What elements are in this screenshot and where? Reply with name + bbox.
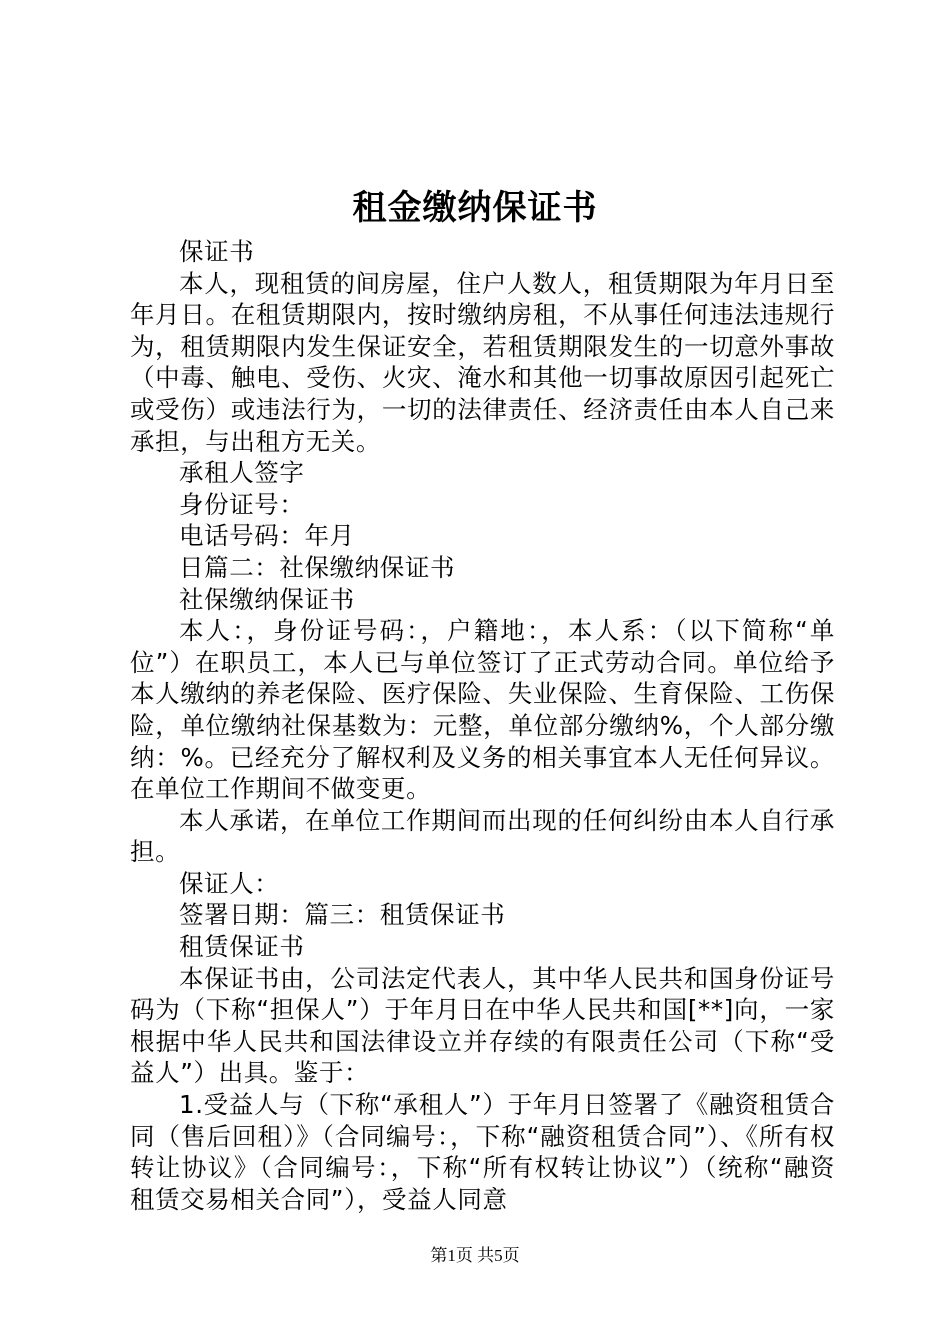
document-title: 租金缴纳保证书: [352, 188, 598, 228]
document-body: [130, 236, 835, 1215]
paragraph-signing-date: 签署日期：篇三：租赁保证书: [179, 900, 506, 930]
paragraph-social-security-statement: 本人：，身份证号码：，户籍地：，本人系：（以下简称“单位”）在职员工，本人已与单位签订了正式劳动合同。单位给予本人缴纳的养老保险、医疗保险、失业保险、生育保险、工伤保险，单位缴纳社保基数为：元整，单位部分缴纳%，个人部分缴纳：%。已经充分了解权利及义务的相关事宜本人无任何异议。在单位工作期间不做变更。: [130, 616, 835, 804]
paragraph-guarantee-heading: 保证书: [179, 237, 255, 266]
paragraph-phone-number: 电话号码：年月: [179, 521, 355, 551]
paragraph-lease-guarantee-intro: 本保证书由，公司法定代表人，其中华人民共和国身份证号码为（下称“担保人”）于年月日在中华人民共和国[**]向，一家根据中华人民共和国法律设立并存续的有限责任公司（下称“受益人”）出具。鉴于：: [130, 963, 835, 1088]
paragraph-id-number: 身份证号：: [179, 489, 305, 519]
paragraph-commitment: 本人承诺，在单位工作期间而出现的任何纠纷由本人自行承担。: [130, 805, 835, 867]
paragraph-lease-guarantee-title: 租赁保证书: [179, 932, 305, 962]
paragraph-tenant-signature: 承租人签字: [179, 458, 305, 488]
paragraph-part-two-heading: 日篇二：社保缴纳保证书: [179, 552, 456, 582]
paragraph-guarantor: 保证人：: [179, 868, 280, 898]
paragraph-clause-one: 1.受益人与（下称“承租人”）于年月日签署了《融资租赁合同（售后回租）》（合同编号：，下称“融资租赁合同”）、《所有权转让协议》（合同编号：，下称“所有权转让协议”）（统称“融资租赁交易相关合同”），受益人同意: [130, 1090, 835, 1214]
page-footer: 第1页 共5页: [430, 1246, 520, 1265]
paragraph-social-security-title: 社保缴纳保证书: [179, 584, 355, 614]
paragraph-rental-statement: 本人，现租赁的间房屋，住户人数人，租赁期限为年月日至年月日。在租赁期限内，按时缴纳房租，不从事任何违法违规行为，租赁期限内发生保证安全，若租赁期限发生的一切意外事故（中毒、触电、受伤、火灾、淹水和其他一切事故原因引起死亡或受伤）或违法行为，一切的法律责任、经济责任由本人自己来承担，与出租方无关。: [130, 268, 835, 456]
